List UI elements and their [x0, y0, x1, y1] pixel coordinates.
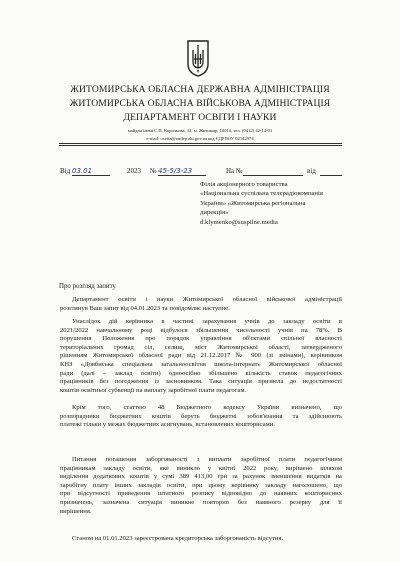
text-line: розглянув Ваш запит від 04.01.2023 та повідомляє наступне.	[60, 304, 230, 312]
header-ova: ЖИТОМИРСЬКА ОБЛАСНА ВІЙСЬКОВА АДМІНІСТРАЦІЯ	[69, 98, 331, 109]
text-line: працівникам закладу освіти, яке виникло у квітні 2022 року, вирішено шляхом	[60, 464, 342, 472]
recipient-line: Філія акціонерного товариства	[200, 181, 288, 188]
header-oda: ЖИТОМИРСЬКА ОБЛАСНА ДЕРЖАВНА АДМІНІСТРАЦІЯ	[70, 84, 330, 95]
text-line: Питання погашення заборгованості з виплати заробітної плати педагогічним	[72, 456, 342, 463]
recipient-line: дирекція»	[200, 209, 229, 217]
header-address: майдан імені С.П. Корольова, 12, м. Житомир, 10014, тел. (0412) 42-14-01	[127, 128, 273, 133]
text-line: коштів освітньої субвенції на виплату заробітної плати педагогам.	[60, 386, 247, 394]
text-line: Станом на 01.01.2023 зареєстрована кредиторська заборгованість відсутня.	[72, 535, 284, 542]
text-line: ради (далі – заклад освіти) одноосібно збільшено кількість ставок педагогічних	[60, 369, 342, 377]
text-line: вирішення.	[60, 507, 92, 515]
text-line: Крім того, статтею 48 Бюджетного кодексу України визначено, що	[72, 404, 342, 411]
paragraph-debt-repayment	[60, 456, 342, 516]
header-department: ДЕПАРТАМЕНТ ОСВІТИ І НАУКИ	[123, 112, 277, 123]
letter-subject: Про розгляд запиту	[59, 283, 116, 290]
recipient-email: d.klymenko@suspilne.media	[200, 218, 278, 226]
paragraph-request	[60, 296, 342, 313]
ref-to-number-blank	[243, 167, 303, 176]
paragraph-violation	[60, 318, 342, 395]
text-line: 2021/2022 навчальному році відбулося збільшення чисельності учнів на 78%. В	[60, 326, 342, 334]
ref-number-label: №	[150, 167, 157, 175]
ref-from-label: Від	[60, 167, 71, 175]
recipient-block	[200, 180, 323, 227]
ref-number-handwritten: 45-5/3-23	[158, 167, 193, 175]
text-line: заробітну плату інших закладів освіти, при цьому керівнику закладу наголошено, що	[60, 481, 342, 489]
coat-of-arms-icon	[185, 38, 211, 78]
text-line: при відсутності приведення штатного розпису відповідно до наявних кошторисних	[60, 490, 342, 498]
ref-from-label-2: від	[307, 167, 316, 175]
ref-date-handwritten: 03.01	[72, 167, 93, 175]
text-line: призначень, зазначена ситуація виникне повторно без наявного резерву для її	[60, 498, 342, 506]
text-line: Унаслідок дій керівника в частині зарахування учнів до закладу освіти в	[72, 318, 342, 325]
text-line: розпорядники бюджетних коштів беруть бюджетні зобов'язання та здійснюють	[60, 412, 342, 420]
text-line: платежі тільки у межах бюджетних асигнувань, встановлених кошторисами.	[60, 421, 275, 429]
paragraph-budget-code	[60, 404, 342, 430]
ref-year: 2023	[127, 167, 141, 175]
text-line: виділення додаткових коштів у сумі 389 413,00 грн за рахунок зменшення видатків на	[60, 473, 342, 481]
header-contacts: e-mail: osvita@ondep.zht.gov.ua код ЄДРПОУ 02142974	[146, 136, 254, 141]
text-line: працівників без погодження із засновником. Така ситуація призвела до недостатності	[60, 378, 342, 386]
text-line: Департамент освіти і науки Житомирської обласної військової адміністрації	[72, 296, 342, 303]
ref-number	[158, 167, 206, 176]
text-line: порушення Положення про порядок управління об'єктами спільної власності	[60, 335, 342, 343]
ref-date	[72, 167, 110, 176]
text-line: КНЗ «Довбиська спеціальна загальноосвітня школа-інтернат» Житомирської обласної	[60, 360, 342, 368]
ref-to-label: На №	[226, 167, 243, 175]
header-divider	[59, 145, 342, 146]
recipient-line: «Національна суспільна телерадіокомпанія	[200, 190, 323, 198]
ref-from-date-blank	[320, 167, 342, 176]
text-line: рішенням Житомирської обласної ради від 21.12.2017 № 900 (зі змінами), керівником	[60, 352, 342, 360]
header-divider	[59, 143, 342, 144]
recipient-line: України» «Житомирська регіональна	[200, 199, 306, 207]
paragraph-status	[60, 535, 342, 544]
text-line: територіальних громад сіл, селищ, міст Житомирської області, затвердженого	[60, 343, 342, 351]
